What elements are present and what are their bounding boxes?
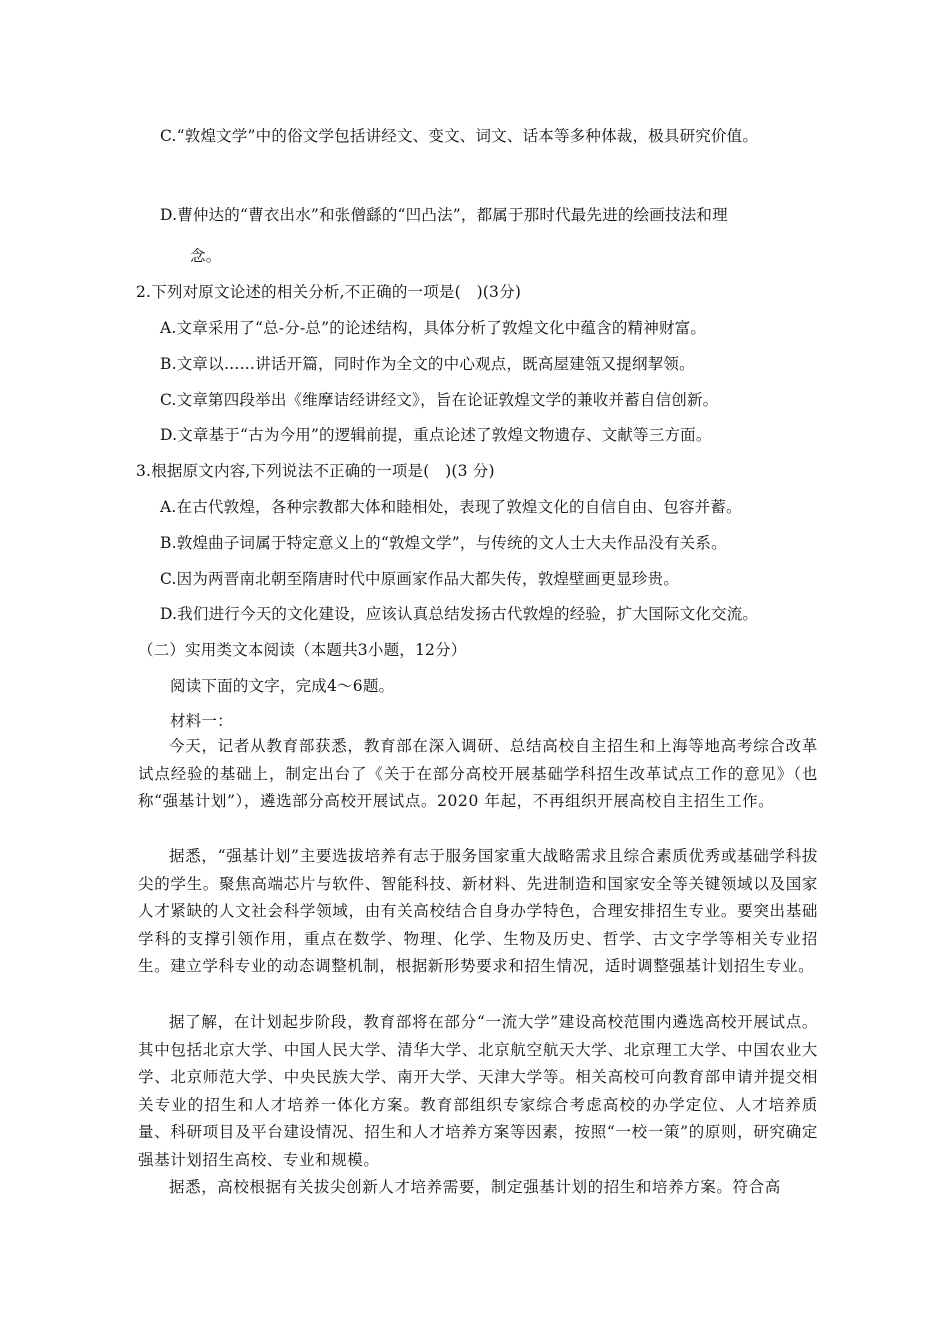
q3-option-a[interactable]: A.在古代敦煌，各种宗教都大体和睦相处，表现了敦煌文化的自信自由、包容并蓄。 (160, 498, 742, 516)
material-paragraph-1: 今天，记者从教育部获悉，教育部在深入调研、总结高校自主招生和上海等地高考综合改革试点经验的基础上，制定出台了《关于在部分高校开展基础学科招生改革试点工作的意见》（也称“强基计划”），遴选部分高校开展试点。2020 年起，不再组织开展高校自主招生工作。 (138, 737, 818, 810)
q2-stem: 2.下列对原文论述的相关分析,不正确的一项是( )(3分) (136, 283, 522, 301)
q2-option-c[interactable]: C.文章第四段举出《维摩诘经讲经文》，旨在论证敦煌文学的兼收并蓄自信创新。 (160, 391, 719, 409)
material-label: 材料一： (170, 712, 233, 730)
q2-option-b[interactable]: B.文章以……讲话开篇，同时作为全文的中心观点，既高屋建瓴又提纲挈领。 (160, 355, 695, 373)
q3-option-d[interactable]: D.我们进行今天的文化建设，应该认真总结发扬古代敦煌的经验，扩大国际文化交流。 (160, 605, 759, 623)
q1-option-c[interactable]: C.“敦煌文学”中的俗文学包括讲经文、变文、词文、话本等多种体裁，极具研究价值。 (160, 127, 759, 145)
q3-option-b[interactable]: B.敦煌曲子词属于特定意义上的“敦煌文学”，与传统的文人士大夫作品没有关系。 (160, 534, 727, 552)
section-heading: （二）实用类文本阅读（本题共3小题，12分） (138, 641, 467, 659)
q3-stem: 3.根据原文内容,下列说法不正确的一项是( )(3 分) (136, 462, 495, 480)
q2-option-a[interactable]: A.文章采用了“总-分-总”的论述结构，具体分析了敦煌文化中蕴含的精神财富。 (160, 319, 707, 337)
material-paragraph-4: 据悉，高校根据有关拔尖创新人才培养需要，制定强基计划的招生和培养方案。符合高 (169, 1178, 781, 1196)
material-paragraph-3: 据了解，在计划起步阶段，教育部将在部分“一流大学”建设高校范围内遴选高校开展试点。其中包括北京大学、中国人民大学、清华大学、北京航空航天大学、北京理工大学、中国农业大学、北京师范大学、中央民族大学、南开大学、天津大学等。相关高校可向教育部申请并提交相关专业的招生和人才培养一体化方案。教育部组织专家综合考虑高校的办学定位、人才培养质量、科研项目及平台建设情况、招生和人才培养方案等因素，按照“一校一策”的原则，研究确定强基计划招生高校、专业和规模。 (138, 1013, 818, 1169)
material-paragraph-2: 据悉，“强基计划”主要选拔培养有志于服务国家重大战略需求且综合素质优秀或基础学科拔尖的学生。聚焦高端芯片与软件、智能科技、新材料、先进制造和国家安全等关键领域以及国家人才紧缺的人文社会科学领域，由有关高校结合自身办学特色，合理安排招生专业。要突出基础学科的支撑引领作用，重点在数学、物理、化学、生物及历史、哲学、古文字学等相关专业招生。建立学科专业的动态调整机制，根据新形势要求和招生情况，适时调整强基计划招生专业。 (138, 847, 818, 975)
q1-option-d-line2: 念。 (190, 247, 222, 265)
q1-option-d-line1[interactable]: D.曹仲达的“曹衣出水”和张僧繇的“凹凸法”，都属于那时代最先进的绘画技法和理 (160, 206, 728, 224)
q2-option-d[interactable]: D.文章基于“古为今用”的逻辑前提，重点论述了敦煌文物遗存、文献等三方面。 (160, 426, 712, 444)
q3-option-c[interactable]: C.因为两晋南北朝至隋唐时代中原画家作品大都失传，敦煌壁画更显珍贵。 (160, 570, 680, 588)
reading-instruction: 阅读下面的文字，完成4～6题。 (170, 677, 395, 695)
